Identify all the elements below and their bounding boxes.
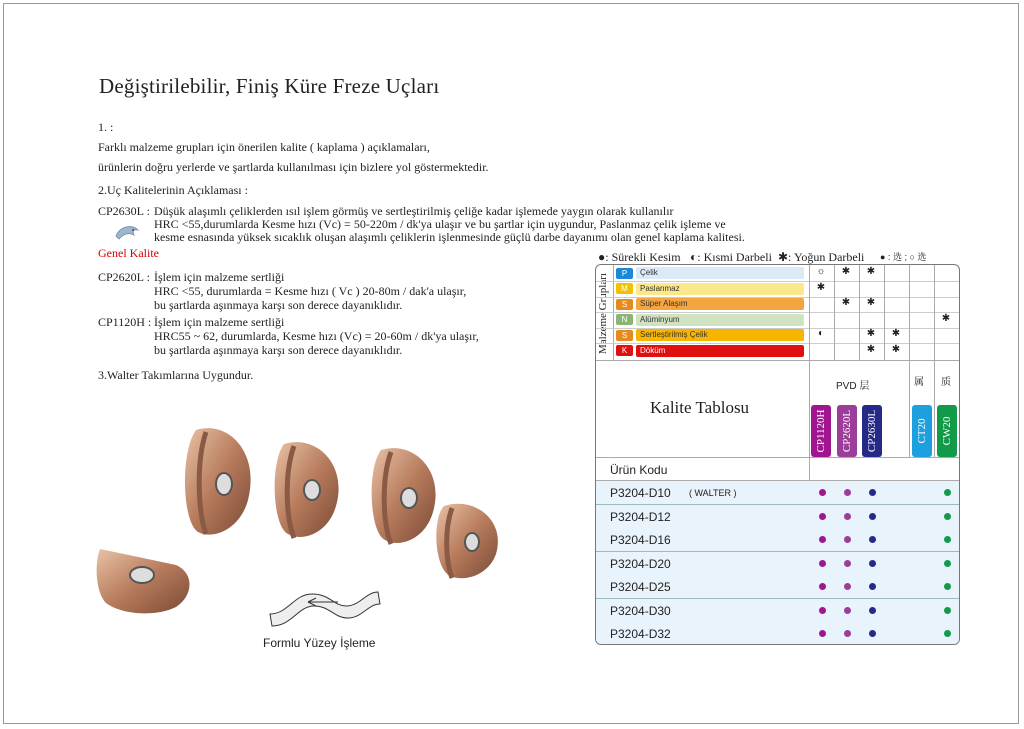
material-row xyxy=(616,266,804,280)
material-code: K xyxy=(616,345,633,356)
legend-partial: ◐: Kısmi Darbeli xyxy=(690,250,772,264)
zhi-label: 质 xyxy=(941,377,951,388)
material-code: S xyxy=(616,330,633,341)
intro-line-1: Farklı malzeme grupları için önerilen kalite ( kaplama ) açıklamaları, xyxy=(98,140,430,154)
availability-dot xyxy=(869,560,876,567)
insert-image-2 xyxy=(268,434,348,544)
product-code: P3204-D30 xyxy=(610,603,671,618)
intro-number: 1. : xyxy=(98,120,114,134)
availability-dot xyxy=(819,536,826,543)
material-row xyxy=(616,282,804,296)
product-code: P3204-D12 xyxy=(610,509,671,524)
zhu-label: 属 xyxy=(914,377,924,388)
product-row xyxy=(596,552,959,575)
availability-dot xyxy=(869,489,876,496)
material-row xyxy=(616,328,804,342)
availability-dot xyxy=(869,607,876,614)
material-name: Döküm xyxy=(636,345,804,357)
formed-surface-diagram xyxy=(268,584,382,630)
suitability-mark: ✱ xyxy=(866,266,876,277)
availability-dot xyxy=(944,513,951,520)
material-name: Paslanmaz xyxy=(636,283,804,295)
suitability-mark: ☼ xyxy=(816,266,826,277)
grade-desc-line: kesme esnasında yüksek sıcaklık oluşan alaşımlı çeliklerin işlenmesinde güçlü darbe dayanımı olan genel kaplama kalitesi. xyxy=(154,230,745,244)
urun-kodu-header: Ürün Kodu xyxy=(610,463,668,477)
material-name: Alüminyum xyxy=(636,314,804,326)
availability-dot xyxy=(844,489,851,496)
availability-dot xyxy=(819,607,826,614)
grade-desc-line: bu şartlarda aşınmaya karşı son derece dayanıklıdır. xyxy=(154,298,403,312)
material-code: M xyxy=(616,283,633,294)
availability-dot xyxy=(944,560,951,567)
availability-dot xyxy=(819,630,826,637)
availability-dot xyxy=(869,630,876,637)
grade-desc-line: Düşük alaşımlı çeliklerden ısıl işlem görmüş ve sertleştirilmiş çeliğe kadar işlemede yaygın olarak kullanılır xyxy=(154,204,674,218)
grade-code-cp1120h: CP1120H : xyxy=(98,315,152,329)
product-row xyxy=(596,622,959,645)
suitability-mark: ✱ xyxy=(866,328,876,339)
suitability-mark: ✱ xyxy=(941,312,951,324)
material-groups-label: Malzeme Grupları xyxy=(597,273,609,355)
product-row xyxy=(596,599,959,622)
grade-label-cw20: CW20 xyxy=(937,405,957,457)
insert-image-5 xyxy=(96,545,196,617)
kalite-tablosu-title: Kalite Tablosu xyxy=(650,398,750,417)
grade-desc-line: İşlem için malzeme sertliği xyxy=(154,270,285,284)
availability-dot xyxy=(944,630,951,637)
availability-dot xyxy=(844,607,851,614)
product-row xyxy=(596,481,959,504)
availability-dot xyxy=(944,489,951,496)
material-name: Süper Alaşım xyxy=(636,298,804,310)
grade-code-cp2630l: CP2630L : xyxy=(98,204,150,218)
product-code: P3204-D16 xyxy=(610,533,671,547)
availability-dot xyxy=(819,583,826,590)
availability-dot xyxy=(819,560,826,567)
quality-table xyxy=(595,264,960,645)
section-2-heading: 2.Uç Kalitelerinin Açıklaması : xyxy=(98,183,248,197)
availability-dot xyxy=(869,583,876,590)
product-row xyxy=(596,528,959,551)
grade-desc-line: bu şartlarda aşınmaya karşı son derece dayanıklıdır. xyxy=(154,343,403,357)
grade-desc-line: HRC <55, durumlarda = Kesme hızı ( Vc ) 20-80m / dak'a ulaşır, xyxy=(154,284,467,298)
material-name: Sertleştirilmiş Çelik xyxy=(636,329,804,341)
legend-continuous: ●: Sürekli Kesim xyxy=(598,250,681,264)
suitability-mark: ✱ xyxy=(866,297,876,308)
suitability-mark: ✱ xyxy=(891,328,901,339)
product-code: P3204-D10 xyxy=(610,486,671,500)
material-name: Çelik xyxy=(636,267,804,279)
availability-dot xyxy=(819,513,826,520)
material-row xyxy=(616,313,804,327)
intro-line-2: ürünlerin doğru yerlerde ve şartlarda kullanılması için bizlere yol göstermektedir. xyxy=(98,160,489,174)
product-code: P3204-D25 xyxy=(610,580,671,594)
suitability-mark: ✱ xyxy=(866,343,876,355)
genel-kalite-label: Genel Kalite xyxy=(98,246,159,260)
grade-label-cp2630l: CP2630L xyxy=(862,405,882,457)
grade-desc-line: İşlem için malzeme sertliği xyxy=(154,315,285,329)
material-row xyxy=(616,344,804,358)
availability-dot xyxy=(944,536,951,543)
availability-dot xyxy=(844,630,851,637)
section-3-heading: 3.Walter Takımlarına Uygundur. xyxy=(98,368,254,382)
walter-note: ( WALTER ) xyxy=(689,488,737,498)
material-row xyxy=(616,297,804,311)
material-code: P xyxy=(616,268,633,279)
suitability-mark: ✱ xyxy=(816,281,826,293)
availability-dot xyxy=(844,536,851,543)
page-title: Değiştirilebilir, Finiş Küre Freze Uçları xyxy=(99,74,440,98)
product-code: P3204-D32 xyxy=(610,627,671,641)
material-code: N xyxy=(616,314,633,325)
availability-dot xyxy=(944,583,951,590)
product-row xyxy=(596,505,959,528)
grade-desc-line: HRC <55,durumlarda Kesme hızı (Vc) = 50-220m / dk'ya ulaşır ve bu şartlar için uygundur, Paslanmaz çelik işleme ve xyxy=(154,217,726,231)
suitability-mark: ✱ xyxy=(891,343,901,355)
availability-dot xyxy=(869,513,876,520)
availability-dot xyxy=(869,536,876,543)
grade-label-cp1120h: CP1120H xyxy=(811,405,831,457)
grade-label-ct20: CT20 xyxy=(912,405,932,457)
availability-dot xyxy=(844,560,851,567)
pvd-label: PVD 层 xyxy=(836,381,870,392)
material-code: S xyxy=(616,299,633,310)
legend-selection: ● : 选 ; ○ 选 xyxy=(880,252,927,262)
formed-surface-caption: Formlu Yüzey İşleme xyxy=(263,636,376,650)
suitability-mark: ✱ xyxy=(841,266,851,277)
insert-image-4 xyxy=(430,496,510,582)
suitability-mark: ◐ xyxy=(817,328,825,339)
grade-label-cp2620l: CP2620L xyxy=(837,405,857,457)
insert-image-1 xyxy=(178,422,258,542)
availability-dot xyxy=(844,513,851,520)
availability-dot xyxy=(844,583,851,590)
grade-desc-line: HRC55 ~ 62, durumlarda, Kesme hızı (Vc) = 20-60m / dk'ya ulaşır, xyxy=(154,329,479,343)
suitability-mark: ✱ xyxy=(841,297,851,308)
product-code: P3204-D20 xyxy=(610,556,671,571)
legend-heavy: ✱: Yoğun Darbeli xyxy=(778,250,865,264)
product-row xyxy=(596,575,959,598)
availability-dot xyxy=(944,607,951,614)
availability-dot xyxy=(819,489,826,496)
dolphin-icon xyxy=(114,222,140,247)
grade-code-cp2620l: CP2620L : xyxy=(98,270,150,284)
